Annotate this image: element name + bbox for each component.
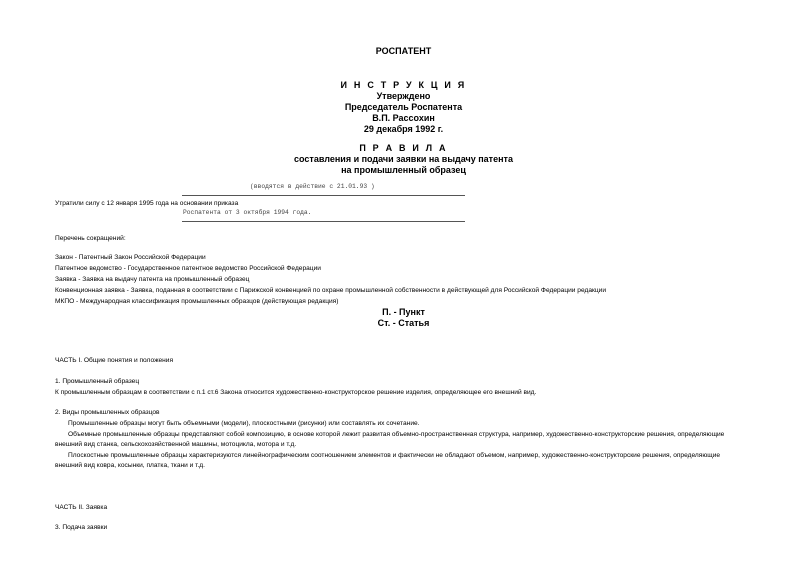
section-2-paragraph-1: Промышленные образцы могут быть объемными (модели), плоскостными (рисунки) или составлять их сочетание. (68, 420, 420, 427)
abbreviation-item-bold: Ст. - Статья (377, 318, 430, 328)
approved-label: Утверждено (376, 91, 431, 101)
section-1-title: 1. Промышленный образец (55, 378, 140, 385)
repeal-note-line-2: Роспатента от 3 октября 1994 года. (183, 209, 312, 216)
approver-name: В.П. Рассохин (372, 113, 435, 123)
section-2-paragraph-3-cont: внешний вид ковра, косынки, платка, ткани и т.д. (55, 462, 205, 469)
section-2-paragraph-3: Плоскостные промышленные образцы характеризуются линейнографическим соотношением элементов и фактически не обладают объемом, например, художественно-конструкторские решения, определяющие (68, 452, 721, 459)
divider-top (182, 195, 465, 196)
org-title: РОСПАТЕНТ (375, 46, 432, 56)
abbreviations-heading: Перечень сокращений: (55, 235, 126, 242)
rules-subtitle-1: составления и подачи заявки на выдачу патента (294, 154, 513, 164)
section-1-text: К промышленным образцам в соответствии с п.1 ст.6 Закона относится художественно-конструкторское решение изделия, определяющее его внешний вид. (55, 389, 537, 396)
part-1-heading: ЧАСТЬ I. Общие понятия и положения (55, 357, 174, 364)
effective-date-note: (вводятся в действие с 21.01.93 ) (250, 183, 375, 190)
section-2-title: 2. Виды промышленных образцов (55, 409, 160, 416)
instruction-title: И Н С Т Р У К Ц И Я (340, 80, 467, 90)
divider-bottom (182, 221, 465, 222)
approver-position: Председатель Роспатента (344, 102, 463, 112)
repeal-note-line-1: Утратили силу с 12 января 1995 года на основании приказа (55, 200, 239, 207)
abbreviation-item: Заявка - Заявка на выдачу патента на промышленный образец (55, 276, 250, 283)
section-2-paragraph-2: Объемные промышленные образцы представляют собой композицию, в основе которой лежит развитая объемно-пространственная структура, например, художественно-конструкторские решения, определяющие (68, 431, 725, 438)
abbreviation-item: МКПО - Международная классификация промышленных образцов (действующая редакция) (55, 298, 339, 305)
approval-date: 29 декабря 1992 г. (363, 124, 444, 134)
part-2-heading: ЧАСТЬ II. Заявка (55, 504, 108, 511)
abbreviation-item: Закон - Патентный Закон Российской Федерации (55, 254, 206, 261)
rules-subtitle-2: на промышленный образец (341, 165, 466, 175)
rules-title: П Р А В И Л А (359, 143, 448, 153)
section-3-title: 3. Подача заявки (55, 524, 108, 531)
section-2-paragraph-2-cont: внешний вид станка, сельскохозяйственной машины, мотоцикла, мотора и т.д. (55, 441, 297, 448)
abbreviation-item-bold: П. - Пункт (382, 307, 425, 317)
abbreviation-item: Конвенционная заявка - Заявка, поданная в соответствии с Парижской конвенцией по охране промышленной собственности в действующей для Российской Федерации редакции (55, 287, 607, 294)
abbreviation-item: Патентное ведомство - Государственное патентное ведомство Российской Федерации (55, 265, 321, 272)
